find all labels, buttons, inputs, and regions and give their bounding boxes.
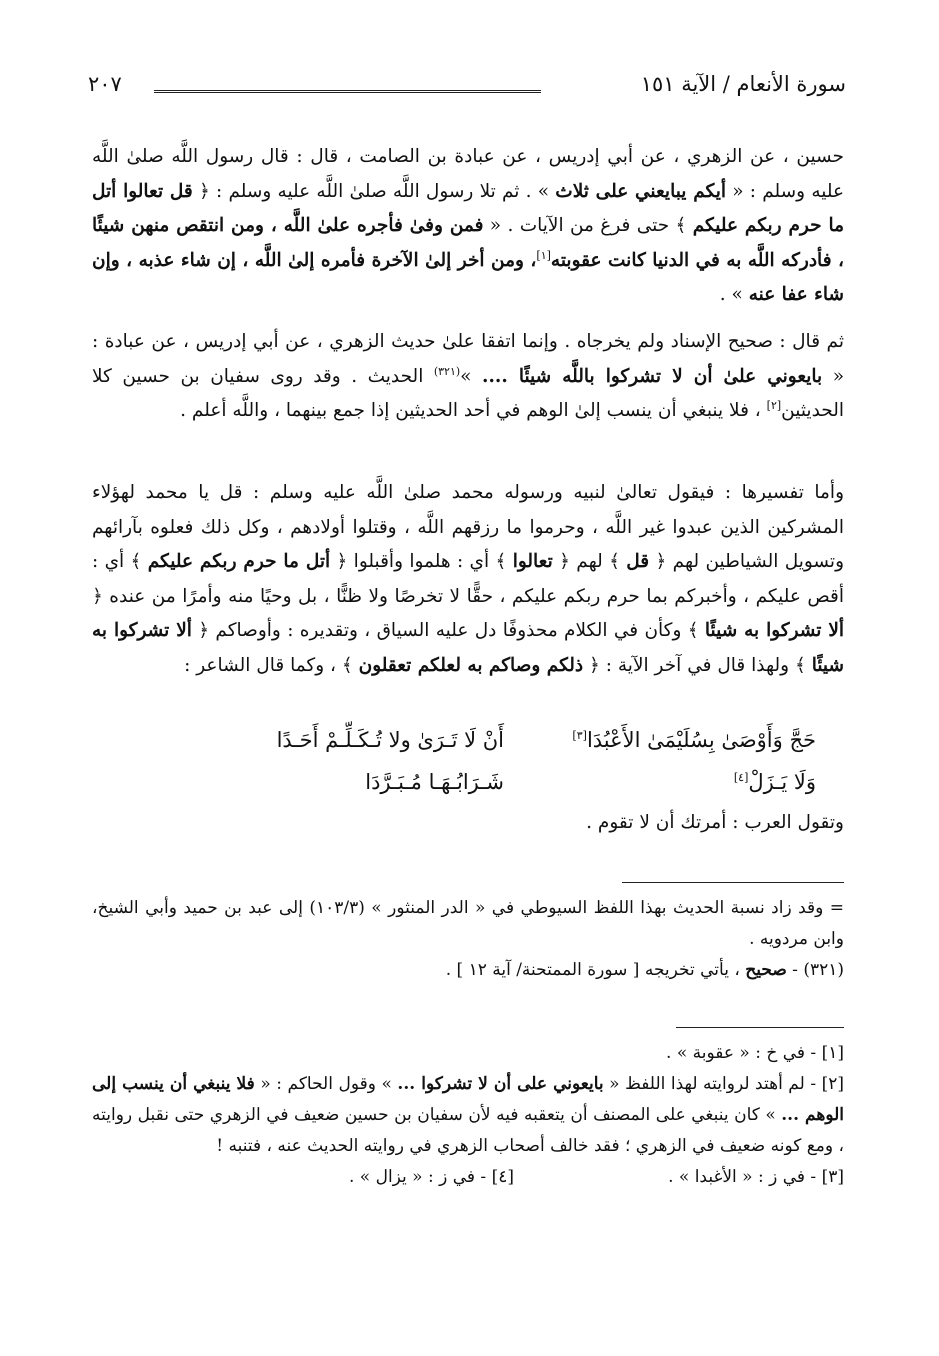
- quran-verse: ألا تشركوا به شيئًا: [704, 620, 845, 641]
- verse-text: شَـرَابُـهَـا مُـبَـرَّدَا: [365, 770, 504, 794]
- text: ﴾ ولهذا قال في آخر الآية : ﴿: [583, 654, 812, 676]
- footnote-ref: [٢]: [766, 398, 782, 412]
- quran-word: تعالوا: [512, 551, 553, 572]
- text: حسين ، عن الزهري ، عن أبي إدريس ، عن عبادة بن الصامت ، قال : قال رسول اللَّه صلىٰ اللَّه عليه وسلم : «: [92, 146, 844, 202]
- footnote-ref: [١]: [536, 248, 551, 262]
- closing-line: وتقول العرب : أمرتك أن لا تقوم .: [586, 812, 844, 833]
- quran-verse: أتل ما حرم ربكم عليكم: [147, 551, 331, 572]
- text: »: [460, 365, 482, 387]
- bold-text: فمن وفىٰ فأجره علىٰ اللَّه ، ومن انتقص منهن شيئًا ، فأدركه اللَّه به في الدنيا كانت عقوبته: [92, 215, 844, 271]
- footnote-321: [92, 955, 844, 986]
- footnote-ref: [٣]: [572, 729, 587, 742]
- text: ﴾ أي : أقص عليكم ، وأخبركم بما حرم ربكم عليكم ، حقًّا لا تخرصًا ولا ظنًّا ، بل وحيًا منه وأمرًا من عنده ﴿: [92, 551, 844, 607]
- text: ﴾ وكأن في الكلام محذوفًا دل عليه السياق ، وتقديره : وأوصاكم ﴿: [191, 620, 705, 641]
- footnote-number: (٣٢١) -: [786, 960, 844, 980]
- paragraph-tafsir: [92, 476, 844, 683]
- quran-verse: قل تعالوا أتل ما حرم ربكم عليكم: [92, 180, 845, 236]
- bold-text: بايعوني علىٰ أن لا تشركوا باللَّه شيئًا ....: [482, 365, 823, 387]
- footnote-row: [92, 1162, 844, 1193]
- quran-verse: ذلكم وصاكم به لعلكم تعقلون: [358, 654, 584, 676]
- text: » . ثم تلا رسول اللَّه صلىٰ اللَّه عليه وسلم : ﴿: [192, 180, 556, 202]
- text: ، يأتي تخريجه [ سورة الممتحنة/ آية ١٢ ] .: [445, 960, 746, 980]
- footnote-continued: = وقد زاد نسبة الحديث بهذا اللفظ السيوطي في « الدر المنثور » (١٠٣/٣) إلى عبد بن حميد وأبي الشيخ، وابن مردويه .: [92, 898, 844, 949]
- text: [٢] - لم أهتد لروايته لهذا اللفظ «: [603, 1074, 845, 1094]
- footnote-3: [٣] - في ز : « الأغبدا » .: [668, 1167, 844, 1187]
- text: الحديث . وقد روى سفيان بن حسين كلا الحديثين: [92, 365, 844, 421]
- hadith-number: (٣٢١): [433, 364, 461, 378]
- text: » كان ينبغي على المصنف أن يتعقبه فيه لأن سفيان بن حسين ضعيف في الزهري حتى نقبل روايته ، ومع كونه ضعيف في الزهري ؛ فقد خالف أصحاب الزهري في روايته الحديث عنه ، فتنبه !: [92, 1105, 844, 1156]
- verse-text: وَلَا يَـزَلْ: [748, 770, 816, 794]
- footnote-1: [١] - في خ : « عقوبة » .: [666, 1043, 844, 1063]
- quran-verse: ألا تشركوا به شيئًا: [92, 620, 844, 676]
- text: ﴾ لهم ﴿: [552, 551, 627, 572]
- poem-hemistich: [277, 728, 504, 752]
- footnotes-takhrij: [92, 893, 844, 986]
- text: وأما تفسيرها : فيقول تعالىٰ لنبيه ورسوله محمد صلىٰ اللَّه عليه وسلم : قل يا محمد لهؤلاء المشركين الذين عبدوا غير اللَّه ، وحرموا ما رزقهم اللَّه ، وقتلوا أولادهم ، وكل ذلك فعلوه بآرائهم وتسويل الشياطين لهم ﴿: [92, 482, 844, 572]
- paragraph-hadith: [92, 140, 844, 313]
- text: ، فلا ينبغي أن ينسب إلىٰ الوهم في أحد الحديثين إذا جمع بينهما ، واللَّه أعلم .: [180, 400, 767, 421]
- footnote-divider: [676, 1027, 844, 1028]
- footnote-2: [92, 1069, 844, 1162]
- text: ﴾ حتى فرغ من الآيات . «: [483, 215, 693, 236]
- bold-text: بايعوني على أن لا تشركوا ...: [397, 1074, 604, 1094]
- bold-text: فلا ينبغي أن ينسب إلى الوهم ...: [92, 1074, 845, 1125]
- footnotes-editor: [92, 1038, 844, 1193]
- text: » .: [719, 284, 749, 305]
- text: » وقول الحاكم : «: [254, 1074, 398, 1094]
- footnote-4: [٤] - في ز : « يزال » .: [348, 1167, 514, 1187]
- quran-word: قل: [626, 551, 650, 572]
- text: ثم قال : صحيح الإسناد ولم يخرجاه . وإنما اتفقا علىٰ حديث الزهري ، عن أبي إدريس ، عن عبادة : «: [92, 331, 845, 387]
- bold-text: أيكم يبايعني على ثلاث: [555, 180, 727, 202]
- footnote-divider: [622, 882, 844, 883]
- poem-hemistich: [734, 770, 816, 794]
- text: ﴾ ، وكما قال الشاعر :: [184, 654, 359, 676]
- footnote-ref: [٤]: [733, 771, 749, 784]
- poem-hemistich: [365, 770, 504, 794]
- page-header: [88, 70, 846, 110]
- text: ﴾ أي : هلموا وأقبلوا ﴿: [330, 551, 513, 572]
- bold-text: ، ومن أخر إلىٰ الآخرة فأمره إلىٰ اللَّه ، إن شاء عذبه ، وإن شاء عفا عنه: [92, 249, 844, 305]
- paragraph-hakim: [92, 325, 844, 429]
- surah-title: سورة الأنعام / الآية ١٥١: [640, 72, 846, 96]
- verse-text: أَنْ لَا تَـرَىٰ ولا تُـكَـلِّـمْ أَحَـدًا: [276, 728, 504, 752]
- grade: صحيح: [745, 960, 787, 980]
- header-rule: [154, 90, 541, 93]
- poem-hemistich: [572, 728, 816, 752]
- verse-text: حَجَّ وَأَوْصَىٰ بِسُلَيْمَىٰ الأَعْبُدَا: [586, 728, 816, 752]
- page-number: ٢٠٧: [88, 72, 122, 96]
